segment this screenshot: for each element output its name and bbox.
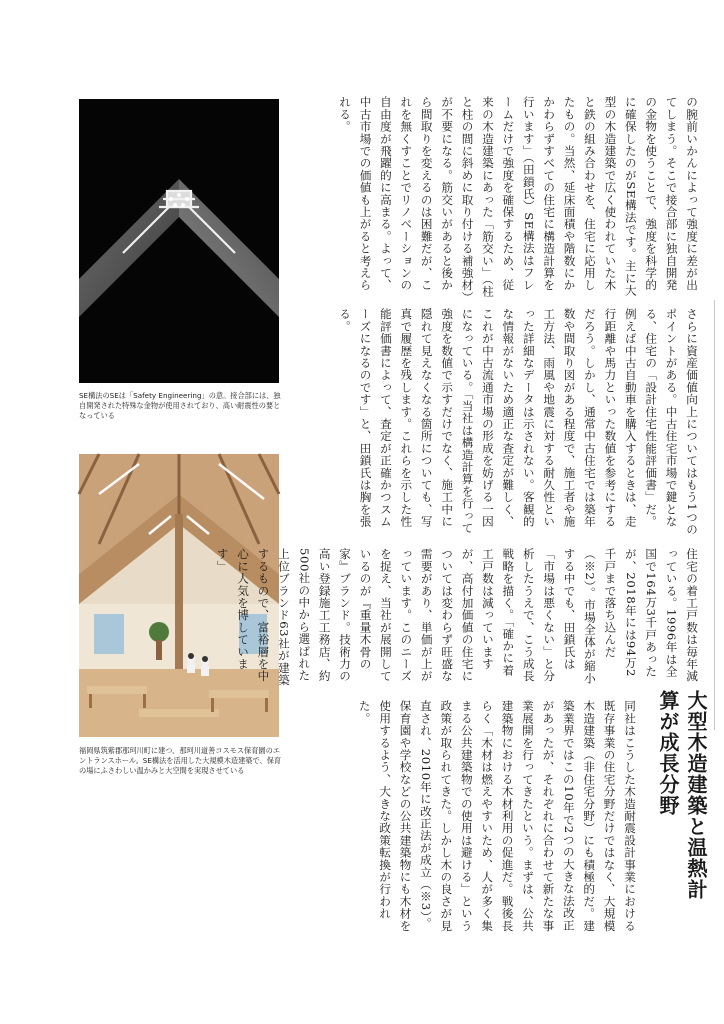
joint-photo-caption: SE構法のSEは「Safety Engineering」の意。接合部には、独自開発された特殊な金物が使用されており、高い耐震性の要となっている xyxy=(79,391,281,420)
article-text-middle: さらに資産価値向上についてはもう1つのポイントがある。中古住宅市場で鍵となる、住宅の「設計住宅性能評価書」だ。例えば中古自動車を購入するときは、走行距離や馬力といった数値を参考にするだろう。しかし、通常中古住宅では築年数や間取り図がある程度で、施工者や施工方法、雨風や地震に対する耐久性といった詳細なデータは示されない。客観的な情報がないため適正な査定が難しく、これが中古流通市場の形成を妨げる一因になっている。「当社は構造計算を行って強度を数値で示すだけでなく、施工中に隠れて見えなくなる箇所についても、写真で履歴を残します。これらを示した性能評価書によって、査定が正確かつスムーズになるのです」と、田鎖氏は胸を張る。 xyxy=(338,308,699,536)
nursery-hall-photo-caption: 福岡県筑紫郡那珂川町に建つ、那珂川道善コスモス保育園のエントランスホール。SE構法を活用した大規模木造建築で、保育の場にふさわしい温かみと大空間を実現させている xyxy=(79,746,282,775)
article-text-upper: の腕前いかんによって強度に差が出てしまう。そこで接合部に独自開発の金物を使うことで、強度を科学的に確保したのがSE構法です。主に大型の木造建築で広く使われていた木と鉄の組み合わせを、住宅に応用したもの。当然、延床面積や階数にかかわらずすべての住宅に構造計算を行います」（田鎖氏）SE構法はフレームだけで強度を確保するため、従来の木造建築にあった「筋交い」（柱と柱の間に斜めに取り付ける補強材）が不要になる。筋交いがあると後から間取りを変えるのは困難だが、これを無くすことでリノベーションの自由度が飛躍的に高まる。よって、中古市場での価値も上がると考えられる。 xyxy=(338,96,699,298)
section-divider xyxy=(714,300,715,730)
article-text-lower: 住宅の着工戸数は毎年減っている。1996年は全国で164万3千戸あったが、2018年には94万2千戸まで落ち込んだ（※2）。市場全体が縮小する中でも、田鎖氏は「市場は悪くない」と分析したうえで、こう成長戦略を描く。「確かに着工戸数は減っていますが、高付加価値の住宅については変わらず旺盛な需要があり、単価が上がっています。このニーズを捉え、当社が展開しているのが『重量木骨の家』ブランド。技術力の高い登録施工工務店、約500社の中から選ばれた上位ブランド63社が建築するもので、富裕層を中心に人気を博しています」 xyxy=(215,548,699,686)
section-body: 同社はこうした木造耐震設計事業における既存事業の住宅分野だけではなく、大規模木造建築（非住宅分野）にも積極的だ。建築業界ではこの10年で2つの大きな法改正があったが、それぞれに合わせて新たな事業展開を行ってきたという。まずは、公共建築物における木材利用の促進だ。戦後長らく「木材は燃えやすいため、人が多く集まる公共建築物での使用は避ける」という政策が取られてきた。しかし木の良さが見直され、2010年に改正法が成立（※3）。保育園や学校などの公共建築物にも木材を使用するよう、大きな政策転換が行われた。 xyxy=(357,700,637,932)
section-heading: 大型木造建築と温熱計算が成長分野 xyxy=(656,690,708,900)
joint-photo xyxy=(79,99,279,383)
